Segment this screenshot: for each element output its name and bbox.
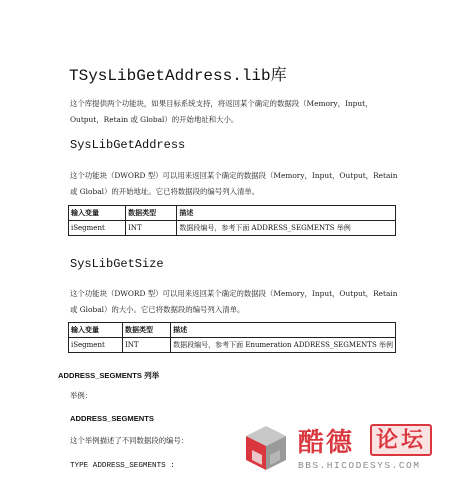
table-header-row: [69, 206, 396, 221]
watermark-url: BBS.HICODESYS.COM: [298, 460, 421, 471]
section-heading-getaddress: SysLibGetAddress: [70, 138, 186, 152]
section1-desc-line-2: 或 Global）的开始地址。它已将数据段的编号列入清单。: [70, 187, 260, 196]
header-data-type: 数据类型: [123, 323, 171, 338]
page-title: TSysLibGetAddress.lib库: [69, 67, 287, 85]
cell-type: INT: [123, 338, 171, 353]
example-name: ADDRESS_SEGMENTS: [70, 414, 154, 423]
cell-variable: iSegment: [69, 221, 126, 236]
section2-desc-line-1: 这个功能块（DWORD 型）可以用来返回某个确定的数据段（Memory，Input，Output，Retain: [70, 289, 398, 298]
watermark-forum: [370, 424, 432, 456]
example-label: 举例：: [70, 391, 93, 400]
cell-variable: iSegment: [69, 338, 123, 353]
watermark-forum-label: 论坛: [376, 427, 427, 452]
section1-desc-line-1: 这个功能块（DWORD 型）可以用来返回某个确定的数据段（Memory，Input，Output，Retain: [70, 171, 398, 180]
cell-description: 数据段编号，参考下面 Enumeration ADDRESS_SEGMENTS 举例: [171, 338, 396, 353]
header-description: 描述: [171, 323, 396, 338]
intro-line-2: Output，Retain 或 Global）的开始地址和大小。: [70, 115, 239, 124]
header-input-variable: 输入变量: [69, 206, 126, 221]
input-table-getaddress: [68, 205, 396, 236]
table-row: [69, 221, 396, 236]
watermark-brand: 酷德: [298, 427, 355, 457]
intro-paragraph: [70, 96, 400, 128]
code-line: TYPE ADDRESS_SEGMENTS :: [70, 462, 175, 470]
header-input-variable: 输入变量: [69, 323, 123, 338]
intro-line-1: 这个库提供两个功能块，如果目标系统支持，将返回某个确定的数据段（Memory，Input，: [70, 99, 373, 108]
cube-logo-icon: [240, 422, 292, 474]
cell-description: 数据段编号，参考下面 ADDRESS_SEGMENTS 举例: [177, 221, 396, 236]
section1-description: [70, 168, 405, 200]
section-heading-getsize: SysLibGetSize: [70, 257, 164, 271]
enum-heading: ADDRESS_SEGMENTS 列举: [58, 371, 160, 380]
section2-desc-line-2: 或 Global）的大小。它已将数据段的编号列入清单。: [70, 305, 245, 314]
header-data-type: 数据类型: [126, 206, 177, 221]
section2-description: [70, 286, 405, 318]
forum-watermark: [240, 420, 465, 476]
table-row: [69, 338, 396, 353]
input-table-getsize: [68, 322, 396, 353]
table-header-row: [69, 323, 396, 338]
example-description: 这个举例描述了不同数据段的编号：: [70, 436, 189, 445]
header-description: 描述: [177, 206, 396, 221]
cell-type: INT: [126, 221, 177, 236]
